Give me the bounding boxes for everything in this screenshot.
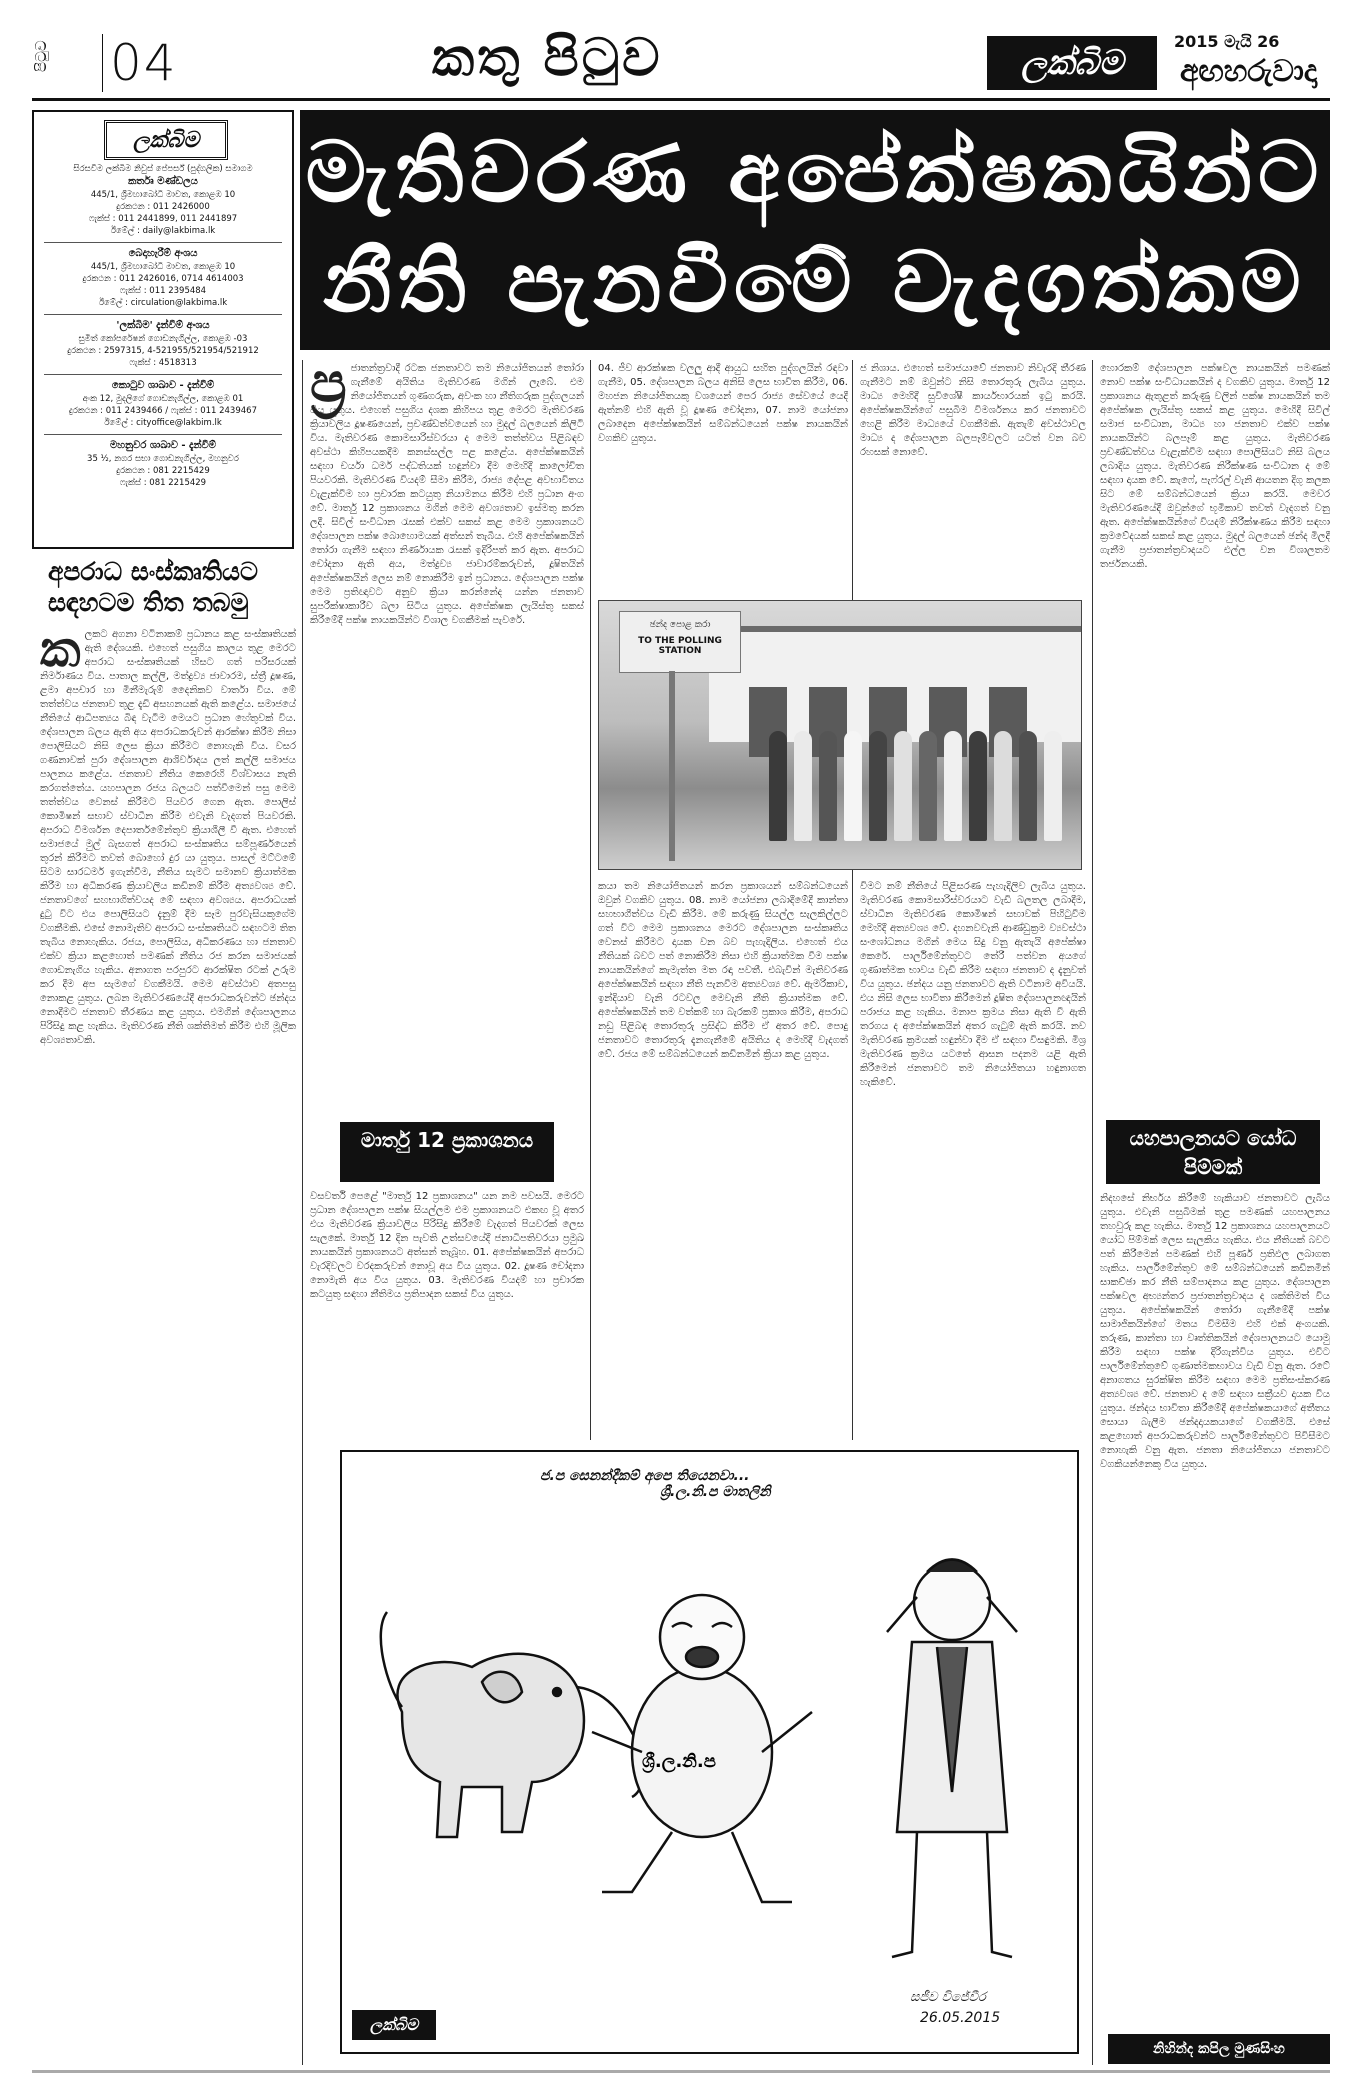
cartoonist-signature: සජීව විජේවීර xyxy=(910,1990,986,2005)
voter-figure xyxy=(769,731,787,841)
editorial-address: 445/1, ශ්‍රීමහාබෝධි මාවත, කොළඹ 10 xyxy=(90,190,236,200)
cartoon-date: 26.05.2015 xyxy=(920,2010,1001,2026)
column-rule xyxy=(302,360,303,2065)
cartoon-caption-line2: ශ්‍රී.ල.නි.ප මාතලිනි xyxy=(660,1484,771,1500)
voter-figure xyxy=(919,731,937,841)
headline-line-2: නීති පැනවීමේ වැදගත්කම xyxy=(323,233,1307,331)
voter-figure xyxy=(819,731,837,841)
political-cartoon xyxy=(340,1450,1079,2054)
author-byline: නිහින්ද කපිල මුණසිංහ xyxy=(1108,2034,1330,2064)
main-article-col4: හොරකම් දේශපාලන පක්ෂවල නායකයින් පමණක් නොව පක්ෂ සංවිධායකයින් ද වගකිව යුතුය. මාර්තු 12 ප්‍රකාශනය ඇතුළත් කරුණු වලින් පක්ෂ නායකයින් තම අපේක්ෂක ලැයිස්තු සකස් කළ යුතුය. මෙහිදී සිවිල් සමාජ සංවිධාන, මාධ්‍ය හා ජනතාව එක්ව පක්ෂ නායකයින්ට බලපෑම් කළ යුතුය. මැතිවරණ ප්‍රචණ්ඩත්වය වැළැක්වීම සඳහා පොලිසියට නිසි බලය ලබාදිය යුතුය. මැතිවරණ නිරීක්ෂණ සංවිධාන ද මේ සඳහා දායක වේ. කැෆේ, පැෆ්රල් වැනි ආයතන දිගු කලක සිට මේ සම්බන්ධයෙන් ක්‍රියා කරයි. මෙවර මැතිවරණයේදී ඔවුන්ගේ භූමිකාව තවත් වැදගත් වනු ඇත. අපේක්ෂකයින්ගේ වියදම් නිරීක්ෂණය කිරීම සඳහා ක්‍රමවේදයක් සකස් කළ යුතුය. මුදල් බලයෙන් ඡන්ද මිලදී ගැනීම ප්‍රජාතන්ත්‍රවාදයට එල්ල වන විශාලතම තර්ජනයකි. xyxy=(1100,363,1330,570)
newspaper-logo: ලක්බිම xyxy=(987,36,1157,90)
circulation-heading: බෙදාහැරීම් අංශය xyxy=(128,248,198,259)
voter-figure xyxy=(969,731,987,841)
masthead-logo: ලක්බිම xyxy=(104,120,228,160)
divider xyxy=(44,434,282,435)
cartoon-party-label: ශ්‍රී.ල.නි.ප xyxy=(642,1751,716,1772)
column-rule xyxy=(1092,360,1093,2065)
colombo-address: අංක 12, මුදලිගේ ගොඩනැගිල්ල, කොළඹ 01 xyxy=(82,394,244,404)
subhead-good-governance: යහපාලනයට යෝධ පිම්මක් xyxy=(1106,1120,1320,1184)
main-article-col1b: වසවර්ති පෙළේ "මාර්තු 12 ප්‍රකාශනය" යන නම පවසයි. මෙරට ප්‍රධාන දේශපාලන පක්ෂ සියල්ලම එම ප්‍රකාශනයට එකඟ වූ අතර එය මැතිවරණ ක්‍රියාවලිය පිරිසිදු කිරීමේ වැදගත් පියවරක් ලෙස සැලකේ. මාර්තු 12 දින පැවති උත්සවයේදී ජනාධිපතිවරයා ප්‍රමුඛ නායකයින් ප්‍රකාශනයට අත්සන් තැබූහ. 01. අපේක්ෂකයින් අපරාධ වැරදිවලට වරදකරුවන් නොවූ අය විය යුතුය. 02. දූෂණ චෝදනා නොමැති අය විය යුතුය. 03. මැතිවරණ වියදම් හා ප්‍රචාරක කටයුතු සඳහා නීතිමය ප්‍රතිපාදන සකස් විය යුතුය. xyxy=(310,1191,584,1300)
voter-figure xyxy=(894,731,912,841)
polling-sign-sinhala: ඡන්ද පොළ කරා xyxy=(649,620,711,630)
left-article-text: ලකට අගනා වටිනාකම් ප්‍රධානය කළ සංස්කෘතියක් ඇති දේශයකි. එහෙත් පසුගිය කාලය තුළ මෙරට අපරාධ සංස්කෘතියක් හිසට ගත් පරිසරයක් නිර්මාණය විය. පාතාල කල්ලි, මත්ද්‍රව්‍ය ජාවාරම, ස්ත්‍රී දූෂණ, ළමා අපචාර හා මිනීමැරුම් දෛනිකව වාර්තා විය. මේ තත්ත්වය ජනතාව තුළ දැඩි අසහනයක් ඇති කළේය. සමාජයේ නීතියේ ආධිපත්‍යය බිඳ වැටීම මෙයට ප්‍රධාන හේතුවක් විය. දේශපාලන බලය ඇති අය අපරාධකරුවන් ආරක්ෂා කිරීම නිසා පොලිසියට නිසි ලෙස ක්‍රියා කිරීමට නොහැකි විය. වසර ගණනාවක් පුරා දේශපාලන ආශිර්වාදය ලත් කල්ලි සමාජය පාලනය කළේය. ජනතාව නීතිය කෙරෙහි විශ්වාසය නැති කරගත්තේය. යහපාලන රජය බලයට පත්වීමෙන් පසු මෙම තත්ත්වය වෙනස් කිරීමට පියවර ගෙන ඇත. පොලිස් කොමිෂන් සභාව ස්වාධීන කිරීම එවැනි වැදගත් පියවරකි. අපරාධ විමර්ශන දෙපාර්තමේන්තුව ක්‍රියාශීලී වී ඇත. එහෙත් සමාජයේ මුල් බැසගත් අපරාධ සංස්කෘතිය සම්පූර්ණයෙන් තුරන් කිරීමට තවත් බොහෝ දුර යා යුතුය. පාසල් මට්ටමේ සිටම සාරධර්ම ඉගැන්වීම, නීතිය සැමට සමානව ක්‍රියාත්මක කිරීම හා අධිකරණ ක්‍රියාවලිය කඩිනම් කිරීම අත්‍යවශ්‍ය වේ. ජනතාවගේ සහභාගිත්වයද මේ සඳහා අවශ්‍යය. අපරාධයක් දුටු විට එය පොලිසියට දැනුම් දීම සෑම පුරවැසියකුගේම වගකීමකි. එසේ නොමැතිව අපරාධ සංස්කෘතියට සඳහටම තිත තැබිය නොහැකිය. රජය, පොලිසිය, අධිකරණය හා ජනතාව එක්ව ක්‍රියා කළහොත් පමණක් නීතිය රජ කරන සමාජයක් ගොඩනැගිය හැකිය. අනාගත පරපුරට ආරක්ෂිත රටක් උරුම කර දීම අප සැමගේ වගකීමයි. මෙම අවස්ථාව අතපසු නොකළ යුතුය. ලබන මැතිවරණයේදී අපරාධකරුවන්ට ඡන්දය නොදීමට ජනතාව තීරණය කළ යුතුය. එමගින් දේශපාලනය පිරිසිදු කළ හැකිය. මැතිවරණ නීති ශක්තිමත් කිරීම එහි මූලික අවශ්‍යතාවකි. xyxy=(40,629,296,1046)
headline-line-1: මැතිවරණ අපේක්ෂකයින්ට xyxy=(305,123,1325,221)
main-article-col3b: විමට නම් නීතියේ පිළිසරණ පැහැදිලිව ලැබිය යුතුය. මැතිවරණ කොමසාරිස්වරයාට වැඩි බලතල ලබාදීම, ස්වාධීන මැතිවරණ කොමිෂන් සභාවක් පිහිටුවීම මෙහිදී අත්‍යවශ්‍ය වේ. දහනවවැනි ආණ්ඩුක්‍රම ව්‍යවස්ථා සංශෝධනය මගින් මෙය සිදු වනු ඇතැයි අපේක්ෂා කෙරේ. පාර්ලිමේන්තුවට තේරී පත්වන අයගේ ගුණාත්මක භාවය වැඩි කිරීම සඳහා ජනතාව ද දැනුවත් විය යුතුය. ඡන්දය යනු ජනතාවට ඇති වටිනාම අවියයි. එය නිසි ලෙස භාවිතා කිරීමෙන් දූෂිත දේශපාලනඥයින් පරාජය කළ හැකිය. මනාප ක්‍රමය නිසා ඇති වී ඇති තරගය ද අපේක්ෂකයින් අතර ගැටුම් ඇති කරයි. නව මැතිවරණ ක්‍රමයක් හඳුන්වා දීම ඒ සඳහා විසඳුමකි. මිශ්‍ර මැතිවරණ ක්‍රමය යටතේ ආසන පදනම යළි ඇති කිරීමෙන් ජනතාවට තම නියෝජිතයා හඳුනාගත හැකිවේ. xyxy=(860,881,1086,1088)
ads-phone: දුරකථන : 2597315, 4-521955/521954/521912 xyxy=(67,346,259,356)
editorial-heading: කර්තෘ මණ්ඩලය xyxy=(128,176,198,187)
editorial-fax: ෆැක්ස් : 011 2441899, 011 2441897 xyxy=(88,214,238,224)
running-man-figure xyxy=(592,1595,812,1902)
subhead-march-12: මාර්තු 12 ප්‍රකාශනය xyxy=(340,1122,554,1182)
colombo-phone: දුරකථන : 011 2439466 / ෆැක්ස් : 011 2439467 xyxy=(69,406,257,416)
voter-figure xyxy=(1044,731,1062,841)
editorial-phone: දුරකථන : 011 2426000 xyxy=(116,202,210,212)
column-rule xyxy=(590,360,591,1440)
divider xyxy=(44,374,282,375)
page-number: 04 xyxy=(110,34,178,92)
kandy-heading: මහනුවර ශාඛාව - දැන්වීම් xyxy=(109,440,216,451)
main-article-col2b: කයා තම නියෝජිතයන් කරන ප්‍රකාශයන් සම්බන්ධයෙන් ඔවුන් වගකිව යුතුය. 08. නාම යෝජනා ලබාදීමේදී කාන්තා සහභාගීත්වය වැඩි කිරීම. මේ කරුණු සියල්ල සැලකිල්ලට ගත් විට මෙම ප්‍රකාශනය මෙරට දේශපාලන සංස්කෘතිය වෙනස් කිරීමට දායක වන බව පැහැදිලිය. එහෙත් එය නීතියක් බවට පත් නොකිරීම නිසා එහි ක්‍රියාත්මක වීම පක්ෂ නායකයින්ගේ කැමැත්ත මත රඳා පවතී. එබැවින් මැතිවරණ අපේක්ෂකයින් සඳහා නීති පැනවීම අත්‍යවශ්‍ය වේ. ඇමරිකාව, ඉන්දියාව වැනි රටවල මෙවැනි නීති ක්‍රියාත්මක වේ. අපේක්ෂකයින් තම වත්කම් හා බැරකම් ප්‍රකාශ කිරීම, අපරාධ නඩු පිළිබඳ තොරතුරු ප්‍රසිද්ධ කිරීම ඒ අතර වේ. පොදු ජනතාවට තොරතුරු දැනගැනීමේ අයිතිය ද මෙහිදී වැදගත් වේ. රජය මේ සම්බන්ධයෙන් කඩිනමින් ක්‍රියා කළ යුතුය. xyxy=(598,881,848,1060)
main-article-dropcap: ප්‍ර xyxy=(310,362,347,414)
left-article-body xyxy=(40,628,296,2068)
divider xyxy=(44,242,282,243)
voter-figure xyxy=(869,731,887,841)
column-rule xyxy=(852,360,853,1440)
ads-fax: ෆැක්ස් : 4518313 xyxy=(129,358,197,368)
circulation-fax: ෆැක්ස් : 011 2395484 xyxy=(119,286,207,296)
left-article-dropcap: ක xyxy=(40,628,81,678)
issue-date: 2015 මැයි 26 xyxy=(1174,32,1280,51)
sign-post xyxy=(669,671,675,861)
voter-figure xyxy=(944,731,962,841)
bottom-rule xyxy=(32,2070,1330,2073)
header-divider xyxy=(102,34,103,92)
publisher-line: සිරසවීම ලක්බිම නිවුස් පේපර්ස් (පුද්ගලික) සමාගම xyxy=(73,164,253,174)
ads-heading: 'ලක්බිම' දැන්වීම් අංශය xyxy=(116,320,210,331)
cartoon-caption xyxy=(540,1468,770,1500)
standing-man-figure xyxy=(887,1560,1017,1958)
building xyxy=(709,626,1081,742)
polling-station-photo xyxy=(598,600,1082,870)
elephant-figure xyxy=(381,1612,644,1837)
kandy-address: 35 ½, නගර සභා ගොඩනැගිල්ල, මහනුවර xyxy=(87,454,239,464)
kandy-fax: ෆැක්ස් : 081 2215429 xyxy=(119,478,207,488)
cartoon-caption-line1: ජ.ප සෙනන්දීකම් අපෙ තියෙනවා... xyxy=(540,1468,750,1484)
main-article-col2: 04. ජීව ආරක්ෂක වලලු ආදී ආයුධ සහිත පුද්ගලයින් රඳවා ගැනීම, 05. දේශපාලන බලය අනිසි ලෙස භාවිත කිරීම, 06. මහජන නියෝජිතයකු වශයෙන් පෙර රාජ්‍ය සේවයේ යෙදී ඇත්නම් එහි ඇති වූ දූෂණ චෝදනා, 07. නාම යෝජනා ලබාදෙන අපේක්ෂකයින් සම්බන්ධයෙන් පක්ෂ නායකයින් වගකිව යුතුය. xyxy=(598,363,848,444)
voter-figure xyxy=(994,731,1012,841)
main-article-col3: ජ නිශාය. එහෙත් සමාජයාවේ ජනතාව නිවැරදි තීරණ ගැනීමට නම් ඔවුන්ට නිසි තොරතුරු ලැබිය යුතුය. මාධ්‍ය මෙහිදී සුවිශේෂී කාර්යභාරයක් ඉටු කරයි. අපේක්ෂකයින්ගේ පසුබිම විමර්ශනය කර ජනතාවට හෙළි කිරීම මාධ්‍යයේ වගකීමකි. ඇතැම් අවස්ථාවල මාධ්‍ය ද දේශපාලන බලපෑම්වලට යටත් වන බව රහසක් නොවේ. xyxy=(860,363,1086,458)
kandy-phone: දුරකථන : 081 2215429 xyxy=(116,466,210,476)
divider xyxy=(44,314,282,315)
voter-figure xyxy=(794,731,812,841)
polling-sign-english: TO THE POLLING STATION xyxy=(638,636,722,656)
ads-address: සුමිත් කෝපරේෂන් ගොඩනැගිල්ල, කොළඹ -03 xyxy=(78,334,248,344)
circulation-email[interactable]: ඊමේල් : circulation@lakbima.lk xyxy=(98,298,228,308)
page-header xyxy=(32,28,1330,101)
left-article-title: අපරාධ සංස්කෘතියට සඳහටම තිත තබමු xyxy=(48,557,258,617)
masthead-box xyxy=(32,110,294,549)
circulation-phone: දුරකථන : 011 2426016, 0714 4614003 xyxy=(82,274,244,284)
voter-figure xyxy=(1019,731,1037,841)
voter-figure xyxy=(844,731,862,841)
issue-weekday: අඟහරුවාදා xyxy=(1180,54,1318,89)
section-title: කතු පිටුව xyxy=(432,28,663,88)
colombo-email[interactable]: ඊමේල් : cityoffice@lakbim.lk xyxy=(104,418,222,428)
polling-sign xyxy=(619,611,741,673)
headline-banner xyxy=(300,110,1330,350)
main-article-col1-text: ජාතන්ත්‍රවාදී රටක ජනතාවට තම නියෝජිතයන් තෝරා ගැනීමේ අයිතිය මැතිවරණ මගින් ලැබේ. එම නියෝජිතයන් ගුණගරුක, අවංක හා නීතිගරුක පුද්ගලයන් විය යුතුය. එහෙත් පසුගිය දශක කිහිපය තුළ මෙරට මැතිවරණ ක්‍රියාවලිය දූෂණයෙන්, ප්‍රචණ්ඩත්වයෙන් හා මුදල් බලයෙන් කිලිටි විය. මැතිවරණ කොමසාරිස්වරයා ද මෙම තත්ත්වය පිළිබඳව අවස්ථා කිහිපයකදීම කනස්සල්ල පළ කළේය. අපේක්ෂකයින් සඳහා චර්යා ධර්ම පද්ධතියක් හඳුන්වා දීම මෙහිදී කාලෝචිත පියවරකි. මැතිවරණ වියදම් සීමා කිරීම, රාජ්‍ය දේපළ අවභාවිතය වැළැක්වීම හා ප්‍රචාරක කටයුතු නියාමනය කිරීම එහි ප්‍රධාන අංග වේ. මාර්තු 12 ප්‍රකාශනය මගින් මෙම අවශ්‍යතාව ඉස්මතු කරන ලදී. සිවිල් සංවිධාන රැසක් එක්ව සකස් කළ මෙම ප්‍රකාශනයට දේශපාලන පක්ෂ බොහොමයක් අත්සන් තැබීය. එහි අපේක්ෂකයින් තෝරා ගැනීම සඳහා නිර්ණායක රැසක් ඉදිරිපත් කර ඇත. අපරාධ චෝදනා ඇති අය, මත්ද්‍රව්‍ය ජාවාරම්කරුවන්, දූෂිතයින් අපේක්ෂකයින් ලෙස නම් නොකිරීම ඉන් ප්‍රධානය. දේශපාලන පක්ෂ මෙම ප්‍රතිඥාවට අනුව ක්‍රියා කරන්නේද යන්න ජනතාව සුපරීක්ෂාකාරීව බලා සිටිය යුතුය. අපේක්ෂක ලැයිස්තු සකස් කිරීමේදී පක්ෂ නායකයින්ට විශාල වගකීමක් පැවරේ. xyxy=(310,363,584,626)
main-article-col4b: නිදහසේ නිර්භය කිරීමේ හැකියාව ජනතාවට ලැබිය යුතුය. එවැනි පසුබිමක් තුළ පමණක් යහපාලනය තහවුරු කළ හැකිය. මාර්තු 12 ප්‍රකාශනය යහපාලනයට යෝධ පිම්මක් ලෙස සැලකිය හැකිය. එය නීතියක් බවට පත් කිරීමෙන් පමණක් එහි පූර්ණ ප්‍රතිඵල ලබාගත හැකිය. පාර්ලිමේන්තුව මේ සම්බන්ධයෙන් කඩිනමින් සාකච්ඡා කර නීති සම්පාදනය කළ යුතුය. දේශපාලන පක්ෂවල අභ්‍යන්තර ප්‍රජාතන්ත්‍රවාදය ද ශක්තිමත් විය යුතුය. අපේක්ෂකයින් තෝරා ගැනීමේදී පක්ෂ සාමාජිකයින්ගේ මතය විමසීම එහි එක් අංගයකි. තරුණ, කාන්තා හා වෘත්තිකයින් දේශපාලනයට යොමු කිරීම සඳහා පක්ෂ දිරිගැන්විය යුතුය. එවිට පාර්ලිමේන්තුවේ ගුණාත්මකභාවය වැඩි වනු ඇත. රටේ අනාගතය සුරක්ෂිත කිරීම සඳහා මෙම ප්‍රතිසංස්කරණ අත්‍යවශ්‍ය වේ. ජනතාව ද මේ සඳහා සක්‍රීයව දායක විය යුතුය. ඡන්දය භාවිතා කිරීමේදී අපේක්ෂකයාගේ අතීතය සොයා බැලීම ඡන්දදායකයාගේ වගකීමයි. එසේ කළහොත් අපරාධකරුවන්ට පාර්ලිමේන්තුවට පිවිසීමට නොහැකි වනු ඇත. ජනතා නියෝජිතයා ජනතාවට වගකියන්නෙකු විය යුතුය. xyxy=(1100,1193,1330,1470)
editorial-email[interactable]: ඊමේල් : daily@lakbima.lk xyxy=(110,226,216,236)
circulation-address: 445/1, ශ්‍රීමහාබෝධි මාවත, කොළඹ 10 xyxy=(90,262,236,272)
cartoon-drawing xyxy=(342,1452,1077,2052)
main-article-col1 xyxy=(310,362,584,1122)
page-label: පිටුව xyxy=(32,40,50,72)
colombo-heading: කොටුව ශාඛාව - දැන්වීම් xyxy=(111,380,215,391)
cartoon-logo: ලක්බිම xyxy=(352,2010,436,2040)
